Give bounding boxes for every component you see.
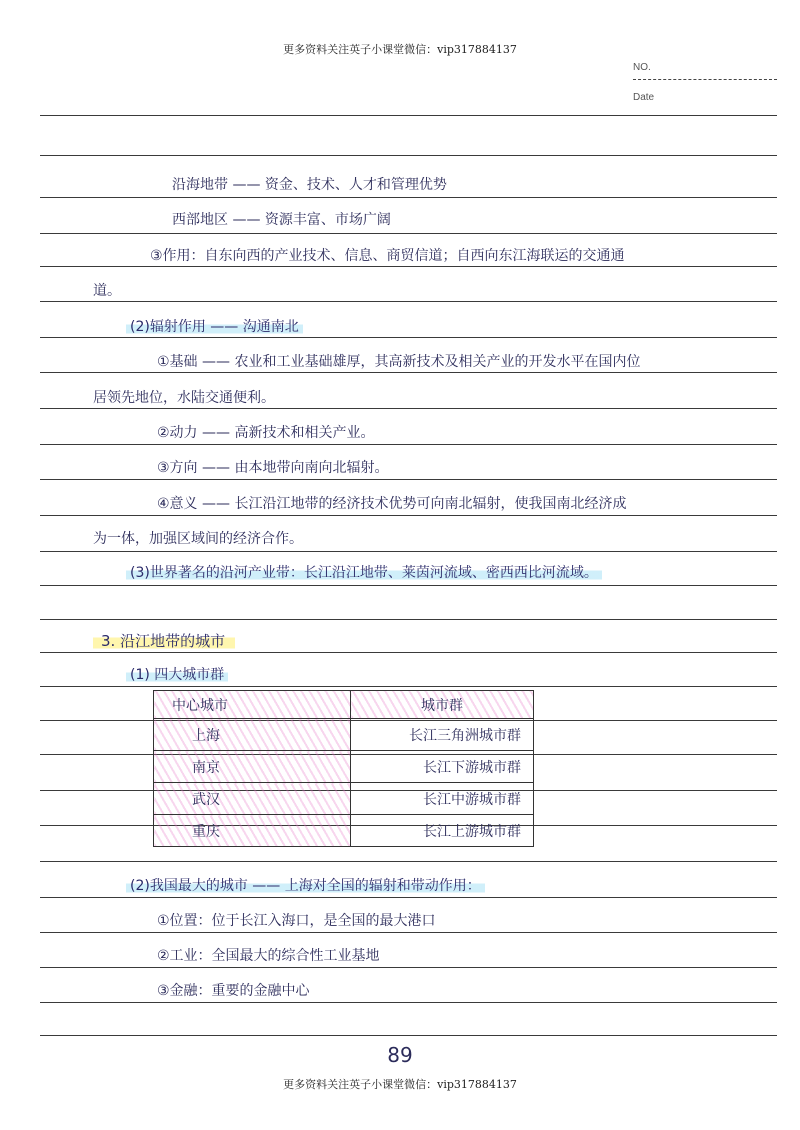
- ruled-line: [40, 932, 777, 933]
- highlighted-text: 3. 沿江地带的城市: [93, 632, 235, 650]
- no-line: [633, 79, 777, 80]
- ruled-line: [40, 515, 777, 516]
- table-cell: 重庆: [154, 815, 351, 847]
- table-cell: 南京: [154, 751, 351, 783]
- ruled-line: [40, 266, 777, 267]
- note-line: 居领先地位，水陆交通便利。: [93, 390, 275, 406]
- ruled-line: [40, 1002, 777, 1003]
- table-cell: 长江下游城市群: [351, 751, 534, 783]
- note-line: ③金融：重要的金融中心: [157, 983, 310, 999]
- ruled-line: [40, 967, 777, 968]
- table-header-cell: 中心城市: [154, 691, 351, 719]
- ruled-line: [40, 155, 777, 156]
- highlighted-text: (1) 四大城市群: [126, 667, 228, 683]
- no-label: NO.: [633, 62, 651, 73]
- chapter-heading: [93, 630, 235, 651]
- table-row: [154, 751, 534, 783]
- date-label: Date: [633, 92, 655, 103]
- page-number: 89: [387, 1043, 413, 1067]
- ruled-line: [40, 686, 777, 687]
- note-line: ②动力 —— 高新技术和相关产业。: [157, 425, 375, 441]
- watermark-bottom: 更多资料关注英子小课堂微信：vip317884137: [283, 1078, 517, 1091]
- ruled-line: [40, 585, 777, 586]
- highlighted-text: (2)辐射作用 —— 沟通南北: [126, 319, 303, 335]
- ruled-line: [40, 372, 777, 373]
- ruled-line: [40, 897, 777, 898]
- ruled-line: [40, 861, 777, 862]
- section-heading: [126, 562, 602, 582]
- note-line: ①位置：位于长江入海口，是全国的最大港口: [157, 913, 436, 929]
- table-cell: 长江中游城市群: [351, 783, 534, 815]
- ruled-line: [40, 337, 777, 338]
- note-line: ③作用：自东向西的产业技术、信息、商贸信道；自西向东江海联运的交通通: [150, 248, 625, 264]
- ruled-line: [40, 408, 777, 409]
- highlighted-text: (3)世界著名的沿河产业带：长江沿江地带、莱茵河流域、密西西比河流域。: [126, 565, 602, 581]
- ruled-line: [40, 551, 777, 552]
- note-line: 道。: [93, 283, 121, 299]
- note-line: 沿海地带 —— 资金、技术、人才和管理优势: [172, 177, 447, 193]
- section-heading: [126, 316, 303, 336]
- ruled-line: [40, 115, 777, 116]
- note-line: ①基础 —— 农业和工业基础雄厚，其高新技术及相关产业的开发水平在国内位: [157, 354, 641, 370]
- table-row: [154, 719, 534, 751]
- table-header-row: [154, 691, 534, 719]
- ruled-line: [40, 197, 777, 198]
- ruled-line: [40, 479, 777, 480]
- watermark-top: 更多资料关注英子小课堂微信：vip317884137: [283, 43, 517, 56]
- section-heading: [126, 875, 485, 895]
- ruled-line: [40, 1035, 777, 1036]
- table-cell: 武汉: [154, 783, 351, 815]
- table-cell: 长江上游城市群: [351, 815, 534, 847]
- ruled-line: [40, 301, 777, 302]
- highlighted-text: (2)我国最大的城市 —— 上海对全国的辐射和带动作用：: [126, 878, 485, 894]
- ruled-line: [40, 619, 777, 620]
- note-line: ③方向 —— 由本地带向南向北辐射。: [157, 460, 389, 476]
- table-row: [154, 815, 534, 847]
- table-row: [154, 783, 534, 815]
- table-cell: 长江三角洲城市群: [351, 719, 534, 751]
- note-line: ②工业：全国最大的综合性工业基地: [157, 948, 380, 964]
- note-line: 为一体，加强区域间的经济合作。: [93, 531, 303, 547]
- table-header-cell: 城市群: [351, 691, 534, 719]
- note-line: ④意义 —— 长江沿江地带的经济技术优势可向南北辐射，使我国南北经济成: [157, 496, 627, 512]
- city-cluster-table: [153, 690, 534, 847]
- ruled-line: [40, 444, 777, 445]
- note-line: 西部地区 —— 资源丰富、市场广阔: [172, 212, 391, 228]
- ruled-line: [40, 652, 777, 653]
- section-heading: [126, 664, 228, 684]
- table-cell: 上海: [154, 719, 351, 751]
- ruled-line: [40, 233, 777, 234]
